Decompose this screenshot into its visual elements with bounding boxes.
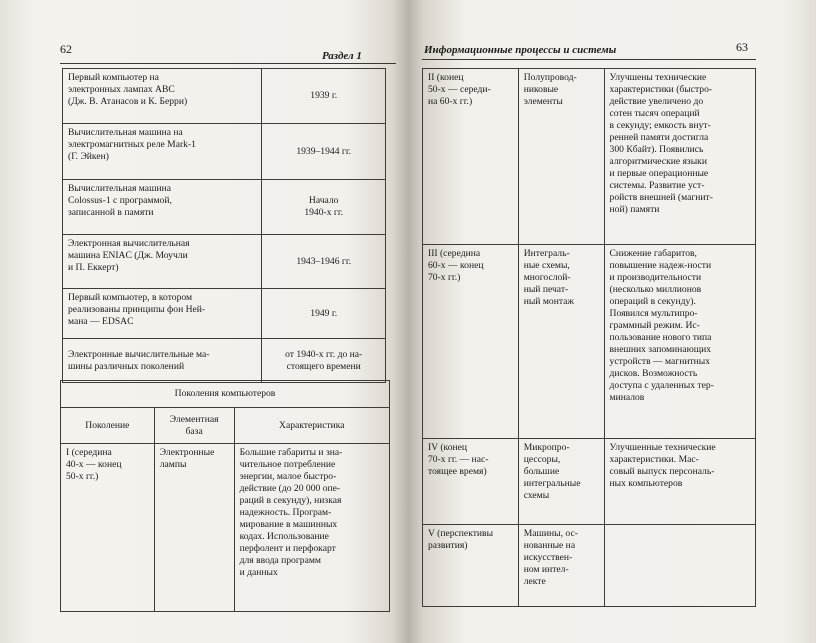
characteristics-cell xyxy=(604,525,755,607)
event-cell: Вычислительная машина Colossus-1 с программой, записанной в памяти xyxy=(63,180,262,235)
date-cell: 1943–1946 гг. xyxy=(262,235,386,289)
page-number-right: 63 xyxy=(736,40,748,54)
characteristics-cell: Улучшенные технические характеристики. Мас- совый выпуск персональ- ных компьютеров xyxy=(604,439,755,525)
characteristics-cell: Большие габариты и зна- чительное потребление энергии, малое быстро- действие (до 20 000 опе- раций в секунду), низкая надежность. Програм- мирование в машинных кодах. Использование перфолент и перфокарт для ввода программ и данных xyxy=(234,444,389,612)
generation-cell: II (конец 50-х — середи- на 60-х гг.) xyxy=(423,69,519,245)
date-cell: от 1940-х гг. до на- стоящего времени xyxy=(262,339,386,383)
events-row xyxy=(63,180,386,235)
generations-table-title: Поколения компьютеров xyxy=(61,381,390,408)
page-number-left: 62 xyxy=(60,42,72,56)
events-row xyxy=(63,235,386,289)
date-cell: Начало 1940-х гг. xyxy=(262,180,386,235)
event-cell: Первый компьютер на электронных лампах ABC (Дж. В. Атанасов и К. Берри) xyxy=(63,69,262,124)
generations-header-row xyxy=(61,408,390,444)
header-rule-right xyxy=(422,59,756,60)
base-cell: Полупровод- никовые элементы xyxy=(518,69,604,245)
running-head-left: Раздел 1 xyxy=(322,50,362,62)
events-row xyxy=(63,69,386,124)
event-cell: Вычислительная машина на электромагнитных реле Mark-1 (Г. Эйкен) xyxy=(63,124,262,180)
header-base: Элементная база xyxy=(154,408,234,444)
generation-cell: IV (конец 70-х гг. — нас- тоящее время) xyxy=(423,439,519,525)
table-row xyxy=(423,245,756,439)
table-row xyxy=(423,69,756,245)
generation-cell: I (середина 40-х — конец 50-х гг.) xyxy=(61,444,155,612)
table-row xyxy=(423,439,756,525)
generations-table xyxy=(60,380,390,612)
events-row xyxy=(63,289,386,339)
events-row xyxy=(63,124,386,180)
base-cell: Интеграль- ные схемы, многослой- ный печат- ный монтаж xyxy=(518,245,604,439)
header-characteristics: Характеристика xyxy=(234,408,389,444)
characteristics-cell: Улучшены технические характеристики (быстро- действие увеличено до сотен тысяч операций в секунду; емкость внут- ренней памяти достигла 300 Кбайт). Появились алгоритмические языки и первые операционные системы. Развитие уст- ройств внешней (магнит- ной) памяти xyxy=(604,69,755,245)
base-cell: Электронные лампы xyxy=(154,444,234,612)
events-row xyxy=(63,339,386,383)
table-row xyxy=(61,444,390,612)
event-cell: Первый компьютер, в котором реализованы принципы фон Ней- мана — EDSAC xyxy=(63,289,262,339)
characteristics-cell: Снижение габаритов, повышение надеж-ности и производительности (несколько миллионов операций в секунду). Появился мультипро- граммный режим. Ис- пользование нового типа внешних запоминающих устройств — магнитных дисков. Возможность доступа с удаленных тер- миналов xyxy=(604,245,755,439)
event-cell: Электронные вычислительные ма- шины различных поколений xyxy=(63,339,262,383)
right-page xyxy=(408,0,816,643)
table-row xyxy=(423,525,756,607)
header-rule-left xyxy=(60,63,396,64)
running-head-right: Информационные процессы и системы xyxy=(424,44,617,56)
base-cell: Машины, ос- нованные на искусствен- ном интел- лекте xyxy=(518,525,604,607)
events-table xyxy=(62,68,386,383)
generation-cell: III (середина 60-х — конец 70-х гг.) xyxy=(423,245,519,439)
generations-title-row xyxy=(61,381,390,408)
date-cell: 1939–1944 гг. xyxy=(262,124,386,180)
date-cell: 1949 г. xyxy=(262,289,386,339)
date-cell: 1939 г. xyxy=(262,69,386,124)
base-cell: Микропро- цессоры, большие интегральные схемы xyxy=(518,439,604,525)
generation-cell: V (перспективы развития) xyxy=(423,525,519,607)
event-cell: Электронная вычислительная машина ENIAC (Дж. Моучли и П. Еккерт) xyxy=(63,235,262,289)
header-generation: Поколение xyxy=(61,408,155,444)
generations-table-continued xyxy=(422,68,756,607)
